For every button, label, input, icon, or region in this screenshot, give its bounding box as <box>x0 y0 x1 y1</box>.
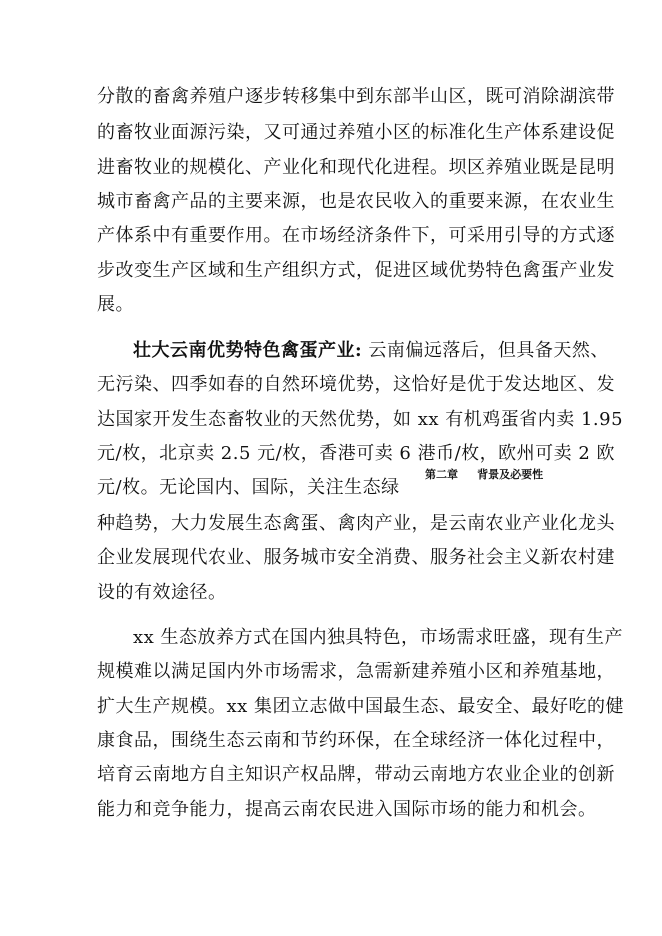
paragraph-2-line-1 <box>133 340 609 362</box>
paragraph-3-line-1: xx 生态放养方式在国内独具特色，市场需求旺盛，现有生产 <box>133 627 624 648</box>
paragraph-2-line-5: 元/枚。无论国内、国际，关注生态绿 <box>97 477 400 498</box>
running-header <box>425 466 543 482</box>
paragraph-2-line-3: 达国家开发生态畜牧业的天然优势，如 xx 有机鸡蛋省内卖 1.95 <box>97 409 624 430</box>
paragraph-2-line-4: 元/枚，北京卖 2.5 元/枚，香港可卖 6 港币/枚，欧州可卖 2 欧 <box>97 443 616 464</box>
paragraph-1-line-7: 展。 <box>97 294 134 315</box>
paragraph-2-line-1-text: 云南偏远落后，但具备天然、 <box>362 340 609 361</box>
paragraph-3-line-2: 规模难以满足国内外市场需求，急需新建养殖小区和养殖基地， <box>97 661 615 682</box>
paragraph-3-line-3: 扩大生产规模。xx 集团立志做中国最生态、最安全、最好吃的健 <box>97 696 625 717</box>
paragraph-2-line-6: 种趋势，大力发展生态禽蛋、禽肉产业，是云南农业产业化龙头 <box>97 513 615 534</box>
paragraph-1-line-1: 分散的畜禽养殖户逐步转移集中到东部半山区，既可消除湖滨带 <box>97 86 615 107</box>
paragraph-3-line-5: 培育云南地方自主知识产权品牌，带动云南地方农业企业的创新 <box>97 764 615 785</box>
paragraph-1-line-3: 进畜牧业的规模化、产业化和现代化进程。坝区养殖业既是昆明 <box>97 157 615 178</box>
paragraph-2-heading: 壮大云南优势特色禽蛋产业: <box>133 340 363 361</box>
paragraph-1-line-5: 产体系中有重要作用。在市场经济条件下，可采用引导的方式逐 <box>97 225 615 246</box>
paragraph-1-line-4: 城市畜禽产品的主要来源，也是农民收入的重要来源，在农业生 <box>97 191 615 212</box>
running-header-chapter: 第二章 <box>425 468 458 481</box>
paragraph-3-line-4: 康食品，围绕生态云南和节约环保，在全球经济一体化过程中， <box>97 730 615 751</box>
paragraph-1-line-6: 步改变生产区域和生产组织方式，促进区域优势特色禽蛋产业发 <box>97 260 615 281</box>
paragraph-2-line-8: 设的有效途径。 <box>97 582 227 603</box>
paragraph-2-line-7: 企业发展现代农业、服务城市安全消费、服务社会主义新农村建 <box>97 547 615 568</box>
paragraph-3-line-6: 能力和竞争能力，提高云南农民进入国际市场的能力和机会。 <box>97 799 597 820</box>
paragraph-2-line-2: 无污染、四季如春的自然环境优势，这恰好是优于发达地区、发 <box>97 374 615 395</box>
paragraph-1-line-2: 的畜牧业面源污染，又可通过养殖小区的标准化生产体系建设促 <box>97 122 615 143</box>
running-header-title: 背景及必要性 <box>477 468 544 481</box>
